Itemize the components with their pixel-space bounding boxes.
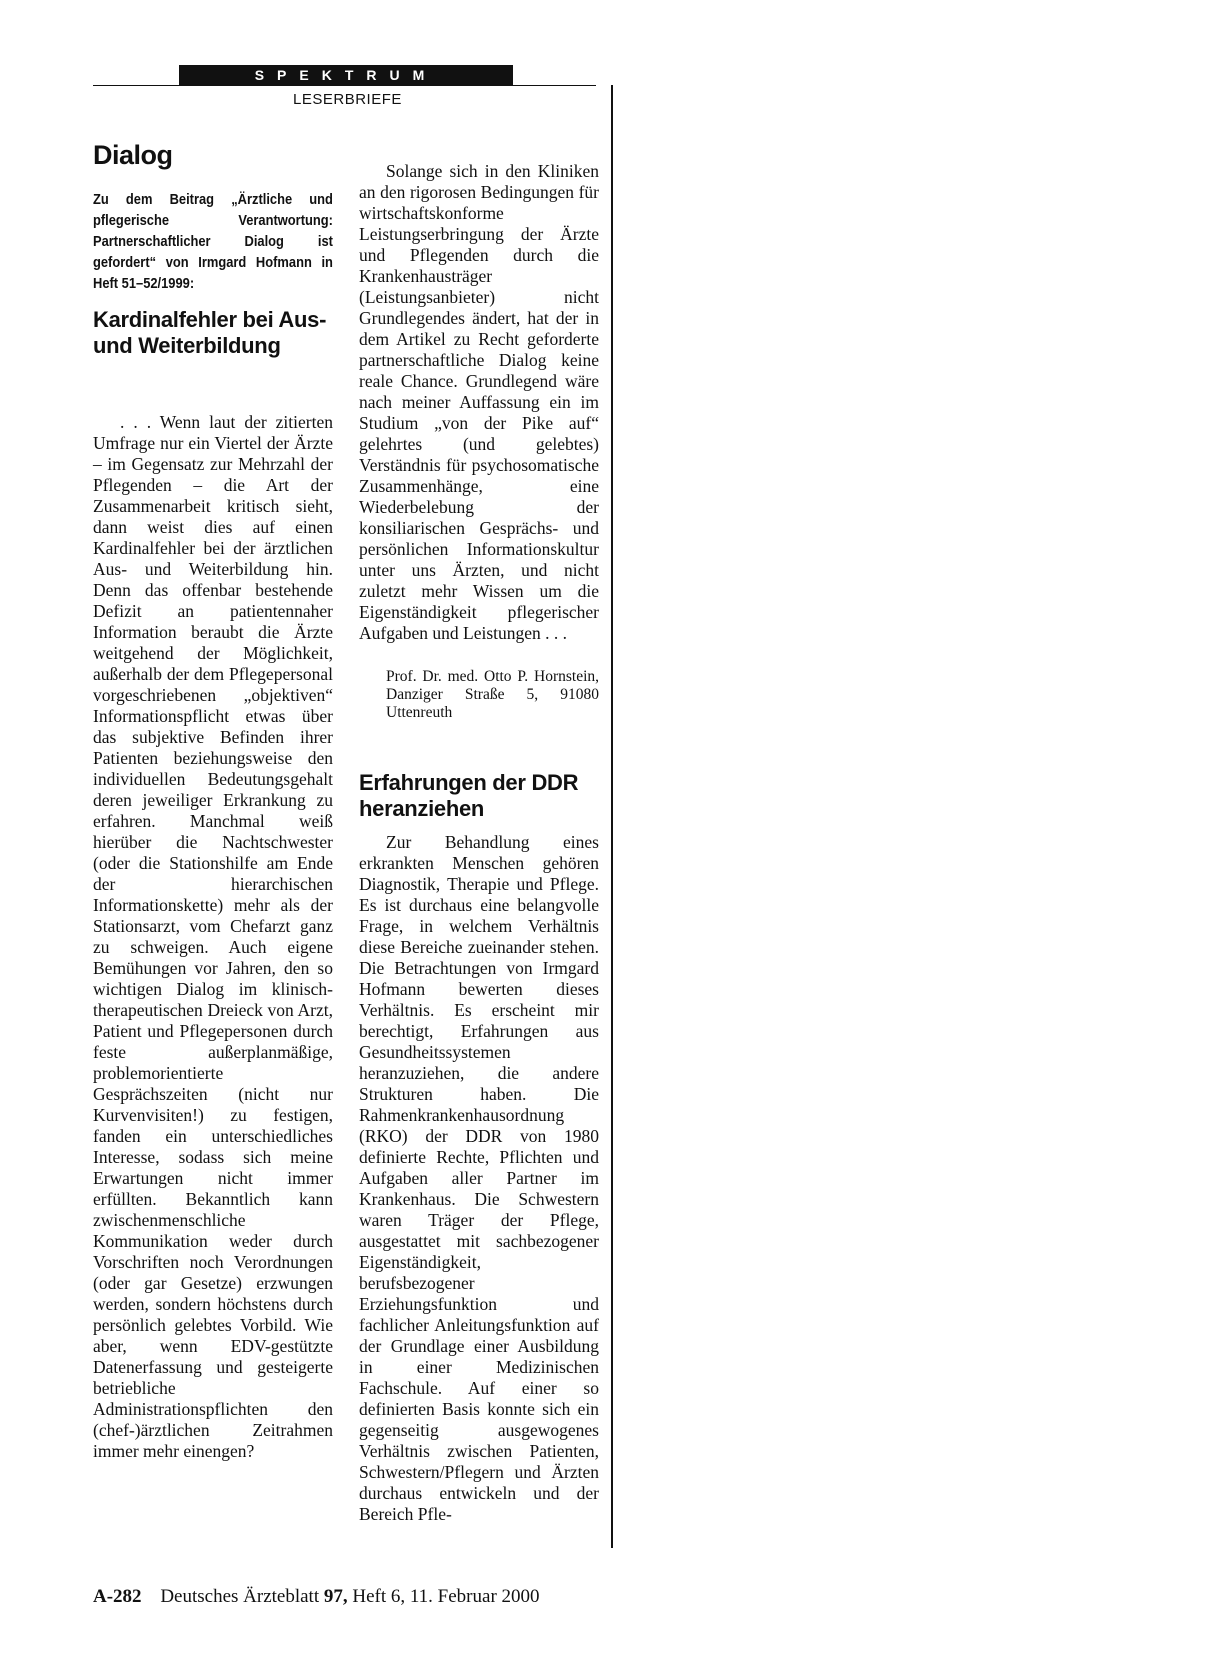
section-banner: SPEKTRUM: [179, 65, 513, 86]
journal-issue: Heft 6, 11. Februar 2000: [352, 1586, 540, 1607]
letter1-signature: Prof. Dr. med. Otto P. Hornstein, Danziger Straße 5, 91080 Uttenreuth: [386, 668, 599, 721]
letter1-paragraph-1: . . . Wenn laut der zitierten Umfrage nur ein Viertel der Ärzte – im Gegensatz zur Mehrzahl der Pflegenden – die Art der Zusammenarbeit kritisch sieht, dann weist dies auf einen Kardinalfehler bei der ärztlichen Aus- und Weiterbildung hin. Denn das offenbar bestehende Defizit an patientennaher Information beraubt die Ärzte weitgehend der Möglichkeit, außerhalb der dem Pflegepersonal vorgeschriebenen „objektiven“ Informationspflicht etwas über das subjektive Befinden ihrer Patienten beziehungsweise den individuellen Bedeutungsgehalt deren jeweiliger Erkrankung zu erfahren. Manchmal weiß hierüber die Nachtschwester (oder die Stationshilfe am Ende der hierarchischen Informationskette) mehr als der Stationsarzt, vom Chefarzt ganz zu schweigen. Auch eigene Bemühungen vor Jahren, den so wichtigen Dialog im klinisch-therapeutischen Dreieck von Arzt, Patient und Pflegepersonen durch feste außerplanmäßige, problemorientierte Gesprächszeiten (nicht nur Kurvenvisiten!) zu festigen, fanden ein unterschiedliches Interesse, sodass sich meine Erwartungen nicht immer erfüllten. Bekanntlich kann zwischenmenschliche Kommunikation weder durch Vorschriften noch Verordnungen (oder gar Gesetze) erzwungen werden, sondern höchstens durch persönlich gelebtes Vorbild. Wie aber, wenn EDV-gestützte Datenerfassung und gesteigerte betriebliche Administrationspflichten den (chef-)ärztlichen Zeitrahmen immer mehr einengen?: [93, 412, 333, 1461]
article-title: Dialog: [93, 140, 173, 170]
page-footer: [93, 1586, 540, 1608]
letter2-paragraph-1: Zur Behandlung eines erkrankten Menschen gehören Diagnostik, Therapie und Pflege. Es ist durchaus eine belangvolle Frage, in welchem Verhältnis diese Bereiche zueinander stehen. Die Betrachtungen von Irmgard Hofmann bewerten dieses Verhältnis. Es erscheint mir berechtigt, Erfahrungen aus Gesundheitssystemen heranzuziehen, die andere Strukturen haben. Die Rahmenkrankenhausordnung (RKO) der DDR von 1980 definierte Rechte, Pflichten und Aufgaben aller Partner im Krankenhaus. Die Schwestern waren Träger der Pflege, ausgestattet mit sachbezogener Eigenständigkeit, berufsbezogener Erziehungsfunktion und fachlicher Anleitungsfunktion auf der Grundlage einer Ausbildung in einer Medizinischen Fachschule. Auf einer so definierten Basis konnte sich ein gegenseitig ausgewogenes Verhältnis zwischen Patienten, Schwestern/Pflegern und Ärzten durchaus entwickeln und der Bereich Pfle-: [359, 832, 599, 1524]
header-rule: [93, 85, 596, 86]
letter1-body-right: [359, 161, 599, 644]
letter1-paragraph-2: Solange sich in den Kliniken an den rigorosen Bedingungen für wirtschaftskonforme Leistungserbringung der Ärzte und Pflegenden durch die Krankenhausträger (Leistungsanbieter) nicht Grundlegendes ändert, hat der in dem Artikel zu Recht geforderte partnerschaftliche Dialog keine reale Chance. Grundlegend wäre nach meiner Auffassung ein im Studium „von der Pike auf“ gelehrtes (und gelebtes) Verständnis für psychosomatische Zusammenhänge, eine Wiederbelebung der konsiliarischen Gesprächs- und persönlichen Informationskultur unter uns Ärzten, und nicht zuletzt mehr Wissen um die Eigenständigkeit pflegerischer Aufgaben und Leistungen . . .: [359, 161, 599, 643]
article-intro: Zu dem Beitrag „Ärztliche und pflegerische Verantwortung: Partnerschaftlicher Dialog ist gefordert“ von Irmgard Hofmann in Heft 51–52/1999:: [93, 191, 333, 292]
letter2-body: [359, 832, 599, 1525]
letter1-body-left: [93, 412, 333, 1462]
letter2-heading: Erfahrungen der DDR heranziehen: [359, 770, 579, 821]
journal-volume: 97,: [323, 1586, 348, 1607]
subsection-label: LESERBRIEFE: [293, 91, 402, 108]
journal-name: Deutsches Ärzteblatt: [160, 1586, 320, 1607]
letter1-heading: Kardinalfehler bei Aus- und Weiterbildung: [93, 307, 327, 358]
page-number: A-282: [93, 1586, 142, 1607]
column-rule: [611, 85, 613, 1548]
